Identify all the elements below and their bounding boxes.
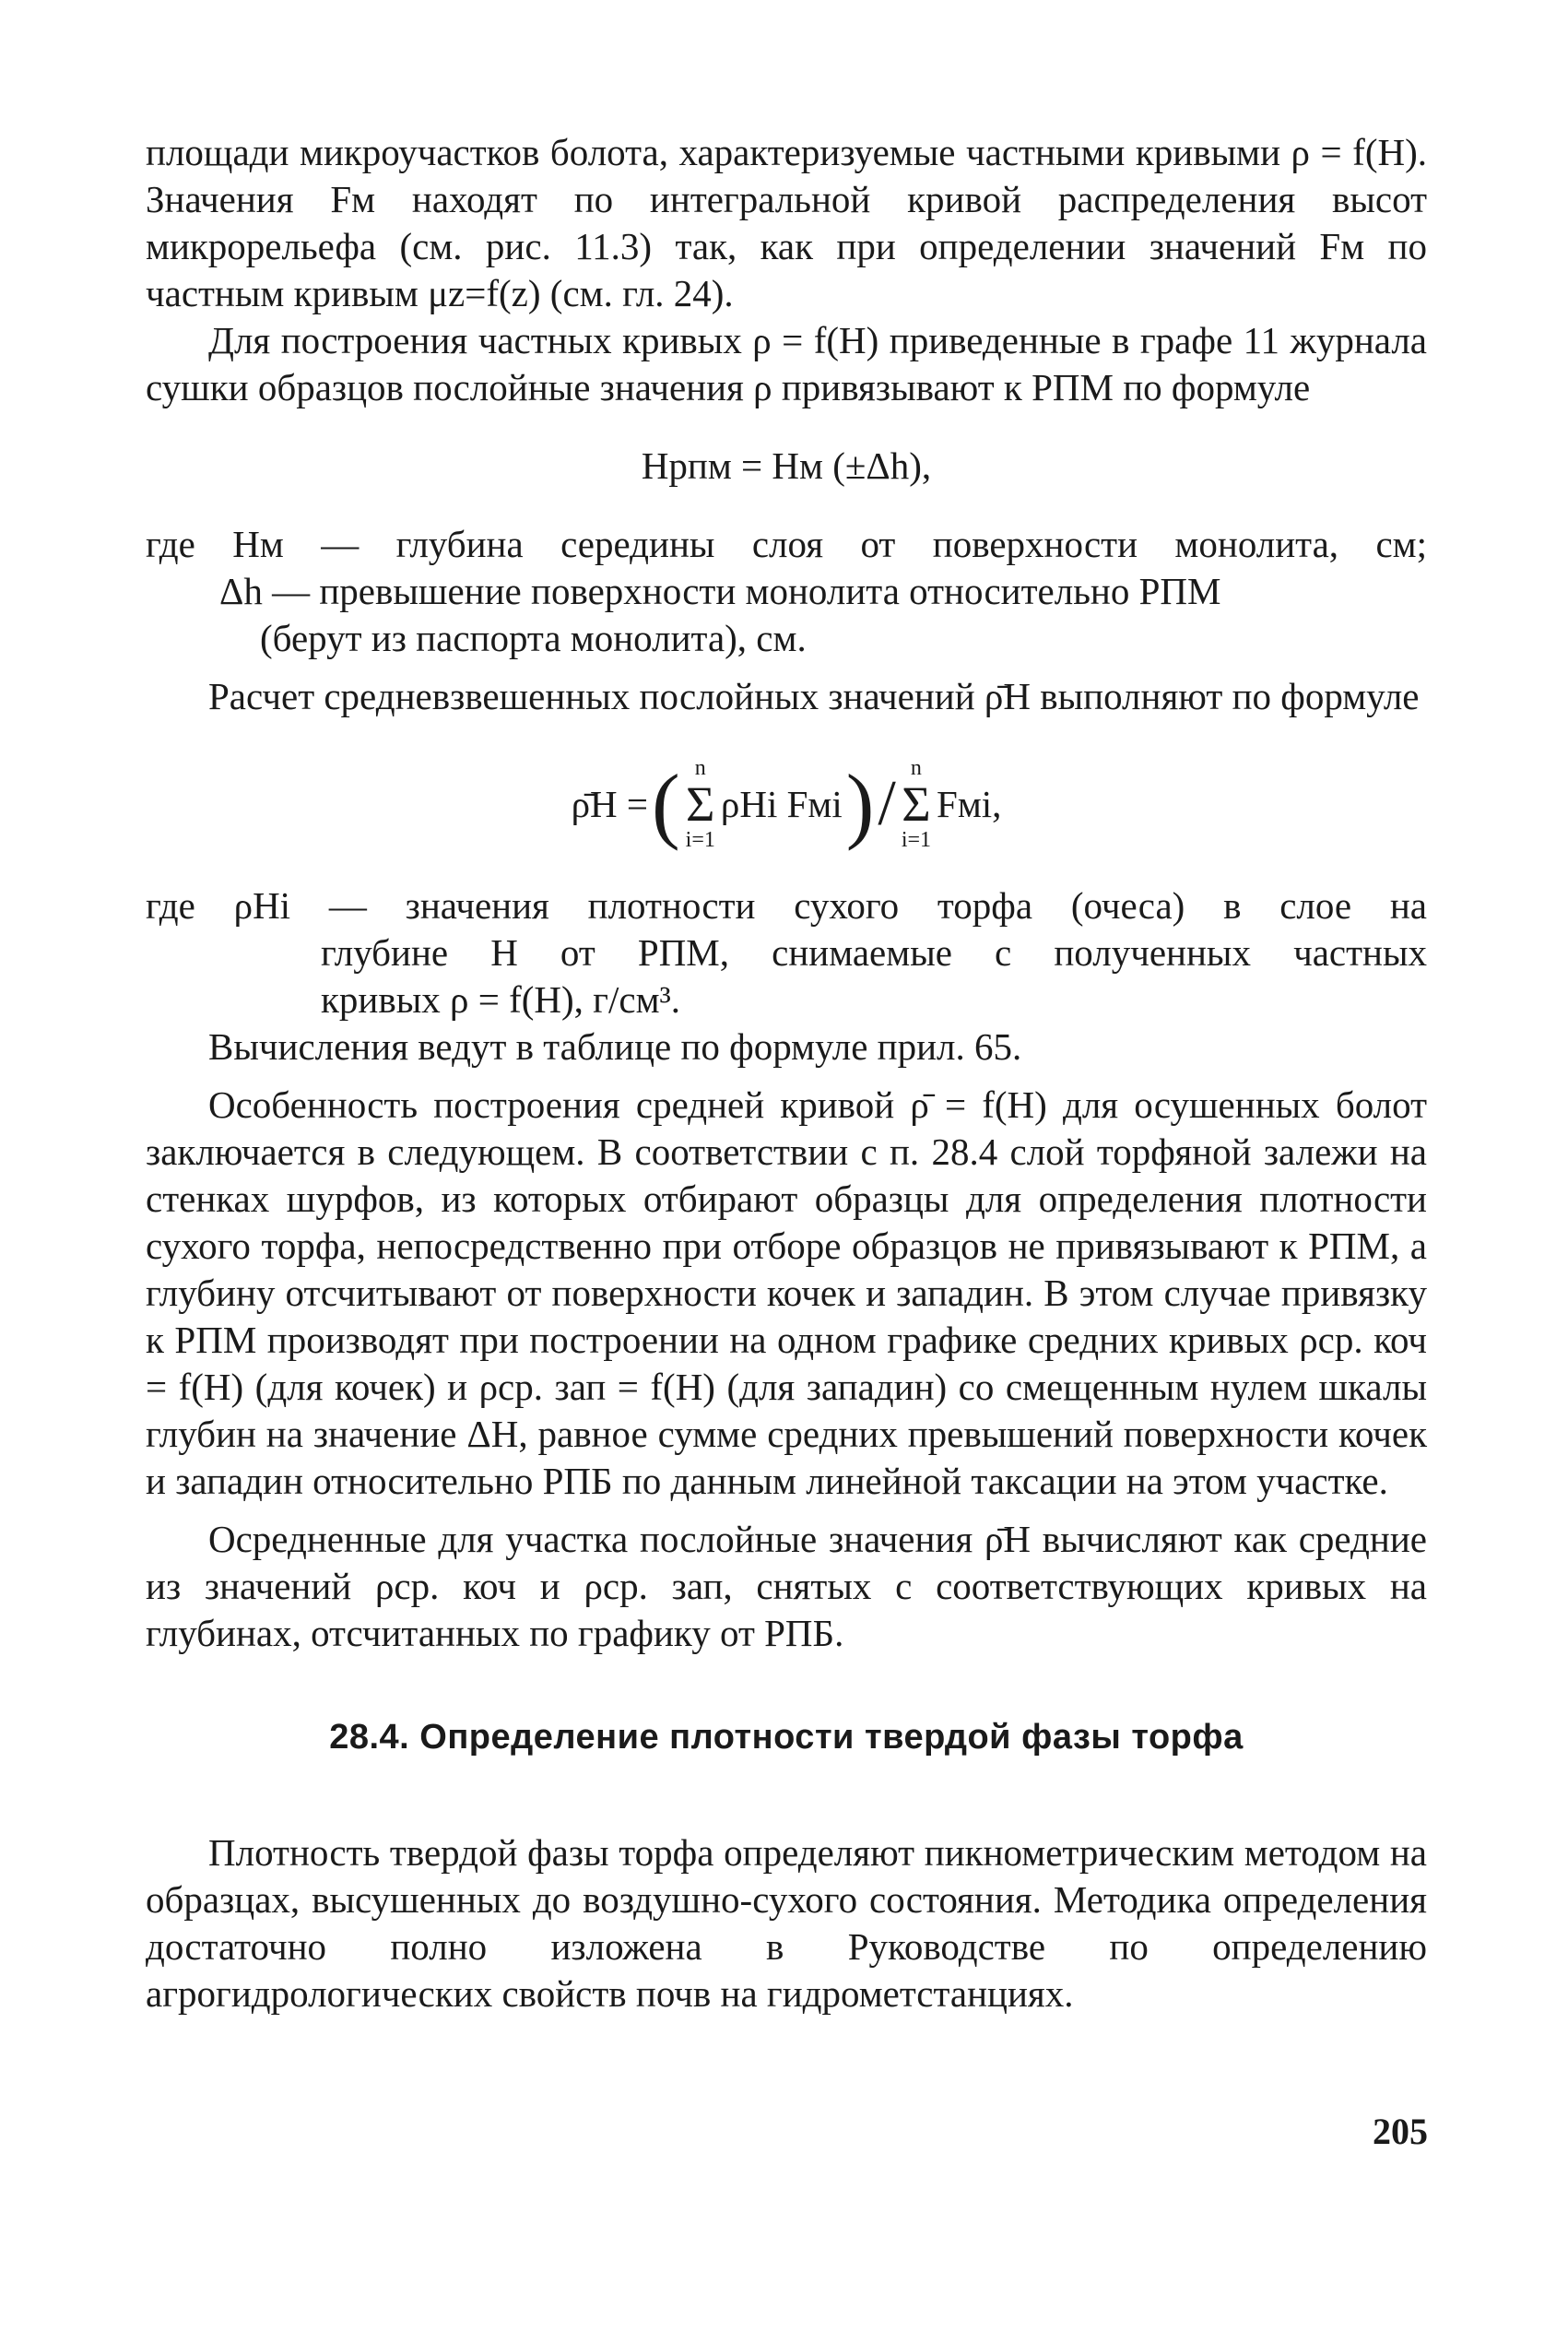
formula-depth-reference: Hрпм = Hм (±Δh),: [641, 444, 932, 487]
formula-2-legend: [146, 882, 1427, 1024]
sum-2-bottom: i=1: [901, 828, 932, 852]
formula-2-term-2: Fмi,: [937, 782, 1002, 825]
page-number: 205: [1373, 2111, 1428, 2152]
paragraph-1: площади микроучастков болота, характеризуемые частными кривыми ρ = f(H). Значения Fм находят по интегральной кривой распределения высот микрорельефа (см. рис. 11.3) так, как при определении значений Fм по частным кривым μz=f(z) (см. гл. 24).: [146, 131, 1427, 314]
left-paren: (: [652, 757, 680, 851]
formula-1-legend: [146, 521, 1427, 662]
paragraph-3: Расчет средневзвешенных послойных значений ρ̄H выполняют по формуле: [208, 675, 1420, 717]
page-body: [146, 129, 1427, 2017]
legend-1-line-2: Δh — превышение поверхности монолита относительно РПМ: [219, 570, 1221, 612]
sum-symbol-2: n Σ i=1: [901, 756, 932, 852]
paragraph-6: Осредненные для участка послойные значения ρ̄H вычисляют как средние из значений ρср. коч и ρср. зап, снятых с соответствующих кривых на глубинах, отсчитанных по графику от РПБ.: [146, 1518, 1427, 1654]
section-heading: 28.4. Определение плотности твердой фазы торфа: [329, 1718, 1244, 1757]
paragraph-4: Вычисления ведут в таблице по формуле прил. 65.: [208, 1025, 1022, 1068]
paragraph-7: Плотность твердой фазы торфа определяют пикнометрическим методом на образцах, высушенных до воздушно-сухого состояния. Методика определения достаточно полно изложена в Руководстве по определению агрогидрологических свойств почв на гидрометстанциях.: [146, 1831, 1427, 2015]
paragraph-2: Для построения частных кривых ρ = f(H) приведенные в графе 11 журнала сушки образцов послойные значения ρ привязывают к РПМ по формуле: [146, 319, 1427, 408]
legend-2-line-3: кривых ρ = f(H), г/см³.: [321, 978, 681, 1021]
formula-2-term-1: ρHi Fмi: [720, 782, 843, 825]
right-paren: ): [845, 757, 875, 851]
formula-weighted-mean: [146, 757, 1427, 851]
sum-symbol-1: n Σ i=1: [685, 756, 715, 852]
formula-2-lhs: ρ̄H =: [571, 782, 649, 825]
division-slash: /: [878, 768, 896, 839]
paragraph-5: Особенность построения средней кривой ρ̄ = f(H) для осушенных болот заключается в следующем. В соответствии с п. 28.4 слой торфяной залежи на стенках шурфов, из которых отбирают образцы для определения плотности сухого торфа, непосредственно при отборе образцов не привязывают к РПМ, а глубину отсчитывают от поверхности кочек и западин. В этом случае привязку к РПМ производят при построении на одном графике средних кривых ρср. коч = f(H) (для кочек) и ρср. зап = f(H) (для западин) со смещенным нулем шкалы глубин на значение ΔH, равное сумме средних превышений поверхности кочек и западин относительно РПБ по данным линейной таксации на этом участке.: [146, 1083, 1427, 1502]
legend-1-line-1: где Hм — глубина середины слоя от поверхности монолита, см;: [146, 523, 1427, 565]
sum-2-top: n: [910, 756, 922, 780]
legend-2-line-1: где ρHi — значения плотности сухого торфа (очеса) в слое на: [146, 884, 1427, 927]
legend-1-line-3: (берут из паспорта монолита), см.: [260, 617, 807, 659]
sum-1-top: n: [694, 756, 706, 780]
sum-1-bottom: i=1: [685, 828, 715, 852]
legend-2-line-2: глубине H от РПМ, снимаемые с полученных частных: [321, 931, 1427, 974]
